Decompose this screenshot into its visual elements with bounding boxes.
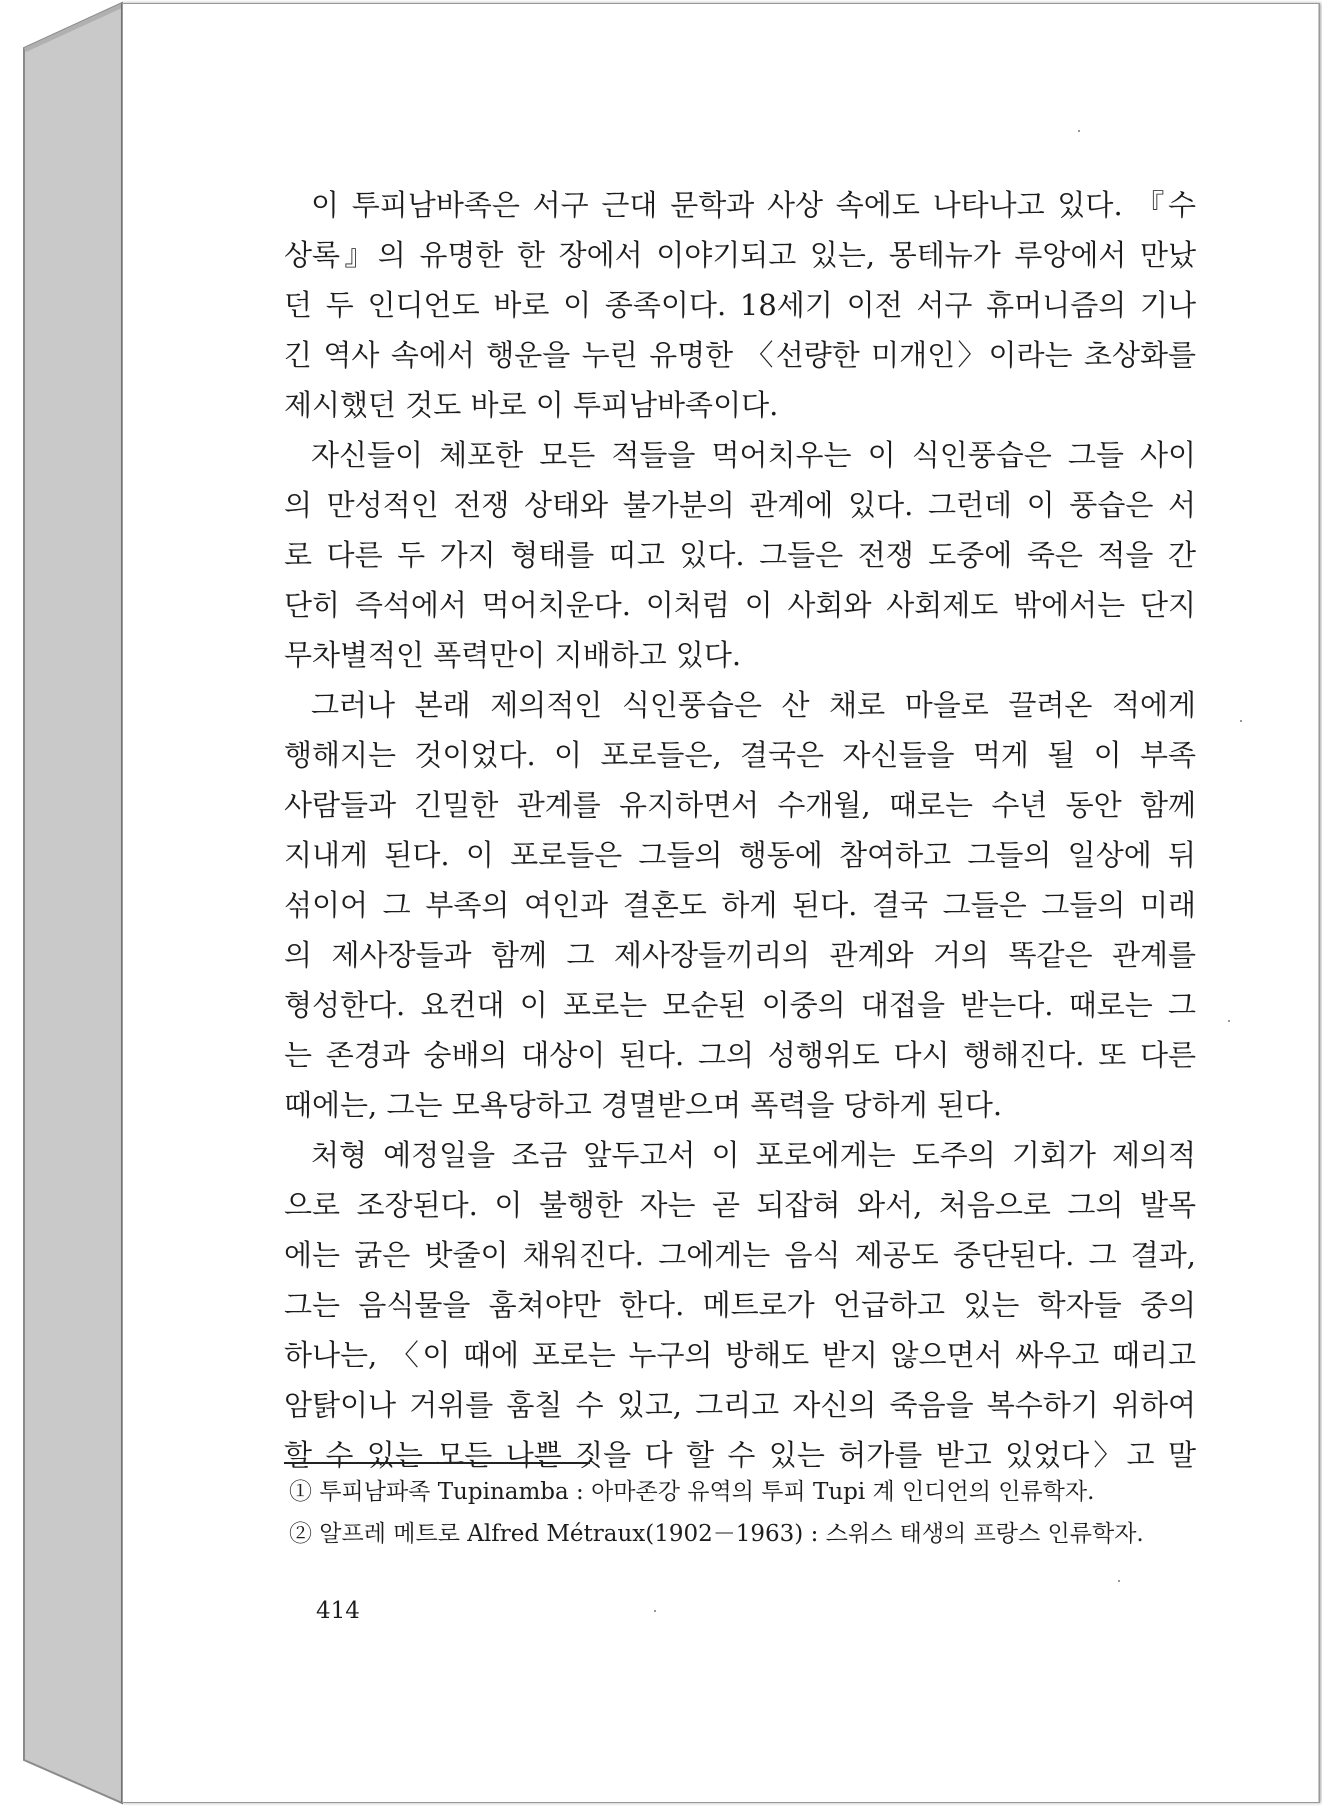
text-line: 무차별적인 폭력만이 지배하고 있다. xyxy=(284,638,742,672)
text-line: 로 다른 두 가지 형태를 띠고 있다. 그들은 전쟁 도중에 죽은 적을 간 xyxy=(284,538,1196,572)
footnote-divider xyxy=(284,1462,590,1464)
body-text xyxy=(284,180,1196,1480)
text-line: 자신들이 체포한 모든 적들을 먹어치우는 이 식인풍습은 그들 사이 xyxy=(311,438,1196,472)
paragraph-3 xyxy=(284,680,1196,1130)
scan-speck xyxy=(1240,720,1242,722)
text-line: 하나는, 〈이 때에 포로는 누구의 방해도 받지 않으면서 싸우고 때리고 xyxy=(284,1338,1196,1372)
text-line: 의 제사장들과 함께 그 제사장들끼리의 관계와 거의 똑같은 관계를 xyxy=(284,938,1196,972)
text-line: 그러나 본래 제의적인 식인풍습은 산 채로 마을로 끌려온 적에게 xyxy=(311,688,1196,722)
text-line: 형성한다. 요컨대 이 포로는 모순된 이중의 대접을 받는다. 때로는 그 xyxy=(284,988,1196,1022)
text-line: 할 수 있는 모든 나쁜 짓을 다 할 수 있는 허가를 받고 있었다〉고 말 xyxy=(284,1438,1196,1472)
text-line: 의 만성적인 전쟁 상태와 불가분의 관계에 있다. 그런데 이 풍습은 서 xyxy=(284,488,1196,522)
footnotes xyxy=(289,1471,1189,1555)
paragraph-2 xyxy=(284,430,1196,680)
scan-speck xyxy=(1228,1020,1230,1022)
text-line: 긴 역사 속에서 행운을 누린 유명한 〈선량한 미개인〉이라는 초상화를 xyxy=(284,338,1196,372)
book-spine xyxy=(0,0,130,1806)
text-line: 지내게 된다. 이 포로들은 그들의 행동에 참여하고 그들의 일상에 뒤 xyxy=(284,838,1196,872)
footnote-2: ② 알프레 메트로 Alfred Métraux(1902－1963) : 스위스 태생의 프랑스 인류학자. xyxy=(289,1521,1144,1547)
text-line: 던 두 인디언도 바로 이 종족이다. 18세기 이전 서구 휴머니즘의 기나 xyxy=(284,288,1196,322)
text-line: 이 투피남바족은 서구 근대 문학과 사상 속에도 나타나고 있다. 『수 xyxy=(311,188,1196,222)
text-line: 사람들과 긴밀한 관계를 유지하면서 수개월, 때로는 수년 동안 함께 xyxy=(284,788,1196,822)
scan-speck xyxy=(654,1610,656,1612)
text-line: 행해지는 것이었다. 이 포로들은, 결국은 자신들을 먹게 될 이 부족 xyxy=(284,738,1196,772)
text-line: 상록』의 유명한 한 장에서 이야기되고 있는, 몽테뉴가 루앙에서 만났 xyxy=(284,238,1196,272)
text-line: 섞이어 그 부족의 여인과 결혼도 하게 된다. 결국 그들은 그들의 미래 xyxy=(284,888,1196,922)
text-line: 는 존경과 숭배의 대상이 된다. 그의 성행위도 다시 행해진다. 또 다른 xyxy=(284,1038,1196,1072)
text-line: 제시했던 것도 바로 이 투피남바족이다. xyxy=(284,388,779,422)
text-line: 암탉이나 거위를 훔칠 수 있고, 그리고 자신의 죽음을 복수하기 위하여 xyxy=(284,1388,1196,1422)
text-line: 처형 예정일을 조금 앞두고서 이 포로에게는 도주의 기회가 제의적 xyxy=(311,1138,1196,1172)
paragraph-4 xyxy=(284,1130,1196,1480)
text-line: 때에는, 그는 모욕당하고 경멸받으며 폭력을 당하게 된다. xyxy=(284,1088,1003,1122)
footnote-1: ① 투피남파족 Tupinamba : 아마존강 유역의 투피 Tupi 계 인디언의 인류학자. xyxy=(289,1479,1095,1505)
scan-speck xyxy=(1118,1580,1120,1582)
scan-speck xyxy=(1078,130,1080,132)
page-number: 414 xyxy=(316,1598,360,1624)
text-line: 에는 굵은 밧줄이 채워진다. 그에게는 음식 제공도 중단된다. 그 결과, xyxy=(284,1238,1196,1272)
text-line: 그는 음식물을 훔쳐야만 한다. 메트로가 언급하고 있는 학자들 중의 xyxy=(284,1288,1196,1322)
text-line: 단히 즉석에서 먹어치운다. 이처럼 이 사회와 사회제도 밖에서는 단지 xyxy=(284,588,1196,622)
text-line: 으로 조장된다. 이 불행한 자는 곧 되잡혀 와서, 처음으로 그의 발목 xyxy=(284,1188,1196,1222)
paragraph-1 xyxy=(284,180,1196,430)
